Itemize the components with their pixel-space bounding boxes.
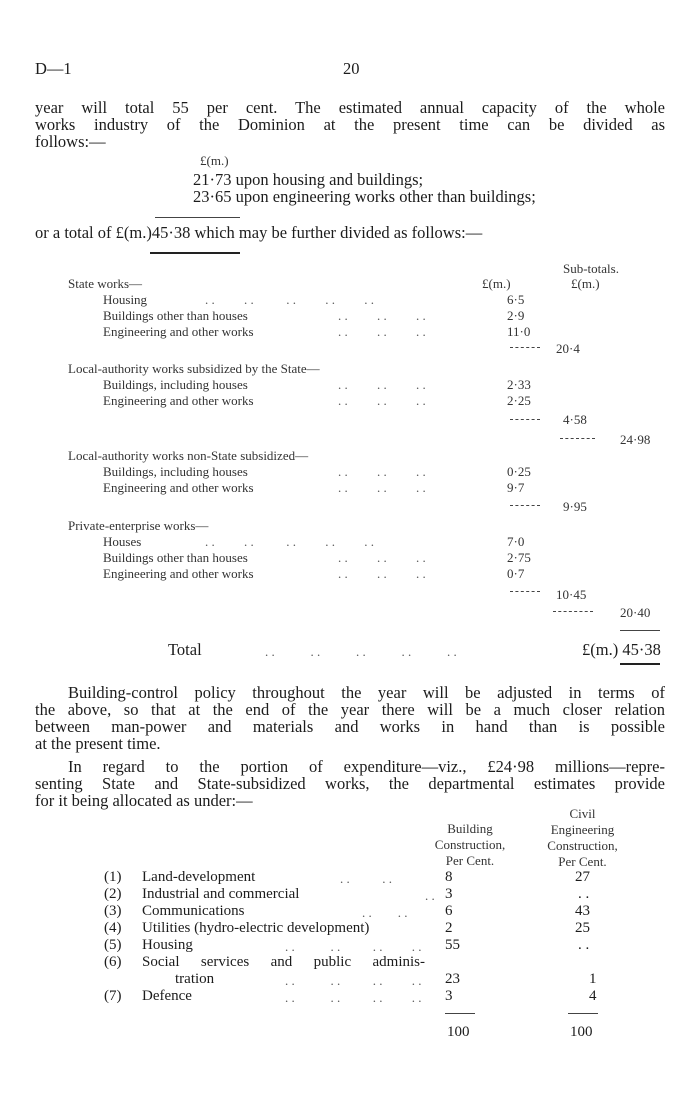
breakdown-row-label: Housing — [103, 292, 148, 307]
breakdown-row-value: 0·7 — [507, 566, 525, 581]
allocation-row-label: Defence — [142, 988, 192, 1004]
local-non-subsidized-subtotal: 9·95 — [563, 499, 587, 514]
allocation-civil-value: 4 — [589, 988, 597, 1004]
breakdown-row-label: Engineering and other works — [103, 393, 254, 408]
allocation-building-value: 3 — [445, 988, 453, 1004]
group-subtotal-1: 24·98 — [620, 432, 651, 447]
allocation-building-value: 23 — [445, 971, 460, 987]
allocation-row-number: (1) — [104, 869, 122, 885]
intro-unit: £(m.) — [200, 153, 229, 168]
subtotal-rule — [510, 347, 540, 348]
allocation-civil-value: 1 — [589, 971, 597, 987]
intro-line-1: year will total 55 per cent. The estimated annual capacity of the whole — [35, 98, 665, 117]
allocation-row-label: Utilities (hydro-electric development) — [142, 920, 370, 936]
policy-line-1: Building-control policy throughout the year will be adjusted in terms of — [68, 683, 665, 702]
allocation-row-label: Communications — [142, 903, 245, 919]
intro-total-line: or a total of £(m.)45·38 which may be further divided as follows:— — [35, 223, 483, 242]
subtotal-rule — [510, 591, 540, 592]
policy-line-4: at the present time. — [35, 734, 161, 753]
allocation-civil-value: 43 — [575, 903, 590, 919]
regard-line-3: for it being allocated as under:— — [35, 791, 253, 810]
subtotal-rule — [510, 505, 540, 506]
total-value: £(m.) 45·38 — [582, 640, 661, 659]
subtotal-rule — [510, 419, 540, 420]
intro-line-3: follows:— — [35, 132, 106, 151]
local-subsidized-heading: Local-authority works subsidized by the State— — [68, 361, 320, 376]
allocation-row-number: (2) — [104, 886, 122, 902]
allocation-building-value: 3 — [445, 886, 453, 902]
allocation-building-value: 55 — [445, 937, 460, 953]
building-total-rule — [445, 1013, 475, 1014]
local-subsidized-subtotal: 4·58 — [563, 412, 587, 427]
intro-item-engineering: 23·65 upon engineering works other than buildings; — [193, 187, 536, 206]
allocation-row-label: Social services and public adminis- — [142, 954, 425, 970]
breakdown-row-label: Engineering and other works — [103, 324, 254, 339]
total-double-rule — [620, 663, 660, 665]
breakdown-row-label: Engineering and other works — [103, 566, 254, 581]
building-total: 100 — [447, 1024, 470, 1040]
allocation-civil-value: 25 — [575, 920, 590, 936]
allocation-building-value: 2 — [445, 920, 453, 936]
total-rule — [620, 630, 660, 631]
allocation-building-value: 6 — [445, 903, 453, 919]
allocation-row-label: tration — [175, 971, 215, 987]
breakdown-row-label: Engineering and other works — [103, 480, 254, 495]
intro-rule — [155, 217, 240, 218]
allocation-row-number: (6) — [104, 954, 122, 970]
allocation-civil-value: 27 — [575, 869, 590, 885]
breakdown-row-value: 2·25 — [507, 393, 531, 408]
regard-line-2: senting State and State-subsidized works, the departmental estimates provide — [35, 774, 665, 793]
regard-line-1: In regard to the portion of expenditure—viz., £24·98 millions—repre- — [68, 757, 665, 776]
civil-total-rule — [568, 1013, 598, 1014]
allocation-row-number: (5) — [104, 937, 122, 953]
policy-line-2: the above, so that at the end of the year there will be a much closer relation — [35, 700, 665, 719]
intro-item-housing: 21·73 upon housing and buildings; — [193, 170, 424, 189]
breakdown-row-value: 9·7 — [507, 480, 525, 495]
breakdown-row-value: 2·9 — [507, 308, 525, 323]
allocation-row-number: (7) — [104, 988, 122, 1004]
total-label: Total — [168, 640, 202, 659]
breakdown-row-value: 0·25 — [507, 464, 531, 479]
breakdown-row-value: 7·0 — [507, 534, 525, 549]
subtotals-unit-header: £(m.) — [571, 276, 600, 291]
breakdown-row-label: Houses — [103, 534, 142, 549]
breakdown-row-label: Buildings other than houses — [103, 308, 248, 323]
breakdown-row-value: 2·75 — [507, 550, 531, 565]
group-subtotal-rule — [553, 611, 593, 612]
building-header: Building Construction, Per Cent. — [434, 821, 506, 868]
amount-header: £(m.) — [482, 276, 511, 291]
allocation-civil-value: . . — [578, 937, 590, 953]
group-subtotal-rule — [560, 438, 595, 439]
page-number: 20 — [343, 59, 360, 78]
civil-header: Civil Engineering Construction, Per Cent. — [547, 806, 618, 869]
breakdown-row-label: Buildings, including houses — [103, 377, 248, 392]
state-works-subtotal: 20·4 — [556, 341, 580, 356]
group-subtotal-2: 20·40 — [620, 605, 651, 620]
intro-total-double-rule — [150, 252, 240, 254]
private-enterprise-heading: Private-enterprise works— — [68, 518, 209, 533]
subtotals-header: Sub-totals. — [563, 261, 619, 276]
allocation-row-label: Land-development — [142, 869, 256, 885]
page-reference-code: D—1 — [35, 59, 72, 78]
civil-total: 100 — [570, 1024, 593, 1040]
local-non-subsidized-heading: Local-authority works non-State subsidized— — [68, 448, 309, 463]
breakdown-row-value: 6·5 — [507, 292, 525, 307]
breakdown-row-value: 2·33 — [507, 377, 531, 392]
policy-line-3: between man-power and materials and works in hand than is possible — [35, 717, 665, 736]
breakdown-row-label: Buildings, including houses — [103, 464, 248, 479]
state-works-heading: State works— — [68, 276, 143, 291]
allocation-building-value: 8 — [445, 869, 453, 885]
private-enterprise-subtotal: 10·45 — [556, 587, 587, 602]
allocation-row-label: Housing — [142, 937, 193, 953]
allocation-row-label: Industrial and commercial — [142, 886, 300, 902]
breakdown-row-value: 11·0 — [507, 324, 531, 339]
allocation-row-number: (4) — [104, 920, 122, 936]
allocation-row-number: (3) — [104, 903, 122, 919]
allocation-civil-value: . . — [578, 886, 590, 902]
breakdown-row-label: Buildings other than houses — [103, 550, 248, 565]
intro-line-2: works industry of the Dominion at the present time can be divided as — [35, 115, 665, 134]
